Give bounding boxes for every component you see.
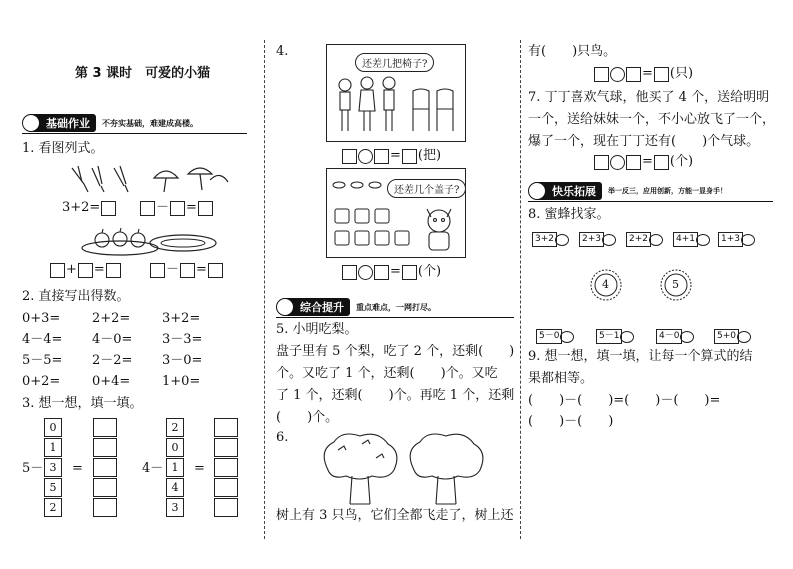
section-banner-fun — [528, 182, 773, 200]
umbrellas-closed-image — [68, 164, 138, 194]
q2-item: 2－2= — [92, 353, 133, 368]
answer-box[interactable] — [140, 201, 155, 216]
number-cell: 0 — [166, 438, 184, 457]
section-label: 基础作业 — [28, 114, 96, 132]
number-cell: 3 — [44, 458, 62, 477]
unit-label: (个) — [669, 154, 694, 169]
bee-card[interactable]: 2+2 — [626, 232, 663, 247]
section-label: 快乐拓展 — [534, 182, 602, 200]
bee-card[interactable]: 5－0 — [536, 329, 574, 344]
children-image — [333, 75, 403, 137]
answer-box[interactable] — [342, 265, 357, 280]
q2-item: 1+0= — [162, 374, 201, 389]
lids-image — [331, 175, 387, 191]
q5-line: ( )个。 — [276, 410, 339, 425]
bee-card[interactable]: 4－0 — [656, 329, 694, 344]
number-cell: 5 — [44, 478, 62, 497]
speech-bubble: 还差几个盖子? — [387, 179, 466, 198]
q5-line: 了 1 个，还剩( )个。再吃 1 个，还剩 — [276, 388, 515, 403]
q5-line: 个。又吃了 1 个，还剩( )个。又吃 — [276, 366, 498, 381]
q2-item: 4－0= — [92, 332, 133, 347]
number-cell: 2 — [166, 418, 184, 437]
number-cell: 1 — [166, 458, 184, 477]
answer-box[interactable] — [101, 201, 116, 216]
answer-box[interactable] — [342, 149, 357, 164]
number-cell: 1 — [44, 438, 62, 457]
q7-equation: = (个) — [594, 154, 693, 170]
answer-box[interactable] — [654, 67, 669, 82]
q3-label: 3. 想一想，填一填。 — [22, 396, 143, 411]
q2-item: 3－0= — [162, 353, 203, 368]
unit-label: (个) — [417, 264, 442, 279]
answer-box[interactable] — [594, 67, 609, 82]
q1-equation-3: + = — [50, 262, 121, 278]
bee-card[interactable]: 2+3 — [579, 232, 616, 247]
column-divider-2 — [520, 40, 521, 539]
number-cell: 0 — [44, 418, 62, 437]
q2-item: 3+2= — [162, 311, 201, 326]
q7-line: 一个，送给妹妹一个，不小心放飞了一个， — [528, 112, 776, 127]
q2-item: 5－5= — [22, 353, 63, 368]
q9-line: 9. 想一想，填一填，让每一个算式的结 — [528, 349, 753, 364]
bee-card[interactable]: 5+0 — [714, 329, 751, 344]
q6-line: 有( )只鸟。 — [528, 44, 617, 59]
section-banner-comprehensive — [276, 298, 514, 316]
q1-equation-2: － = — [140, 200, 213, 216]
answer-box[interactable] — [374, 265, 389, 280]
q2-item: 3－3= — [162, 332, 203, 347]
hive-number: 4 — [602, 278, 609, 291]
cat-image — [419, 203, 459, 253]
section-motto: 不夯实基础，难建成高楼。 — [102, 118, 198, 128]
answer-box[interactable] — [93, 478, 117, 497]
q9-line: ( )－( ) — [528, 414, 614, 429]
answer-box[interactable] — [626, 67, 641, 82]
empty-plate-image — [148, 232, 218, 254]
q1-label: 1. 看图列式。 — [22, 141, 104, 156]
answer-box[interactable] — [654, 155, 669, 170]
q2-item: 4－4= — [22, 332, 63, 347]
tree-empty-image — [404, 430, 488, 506]
column-divider-1 — [264, 40, 265, 539]
answer-box[interactable] — [214, 438, 238, 457]
q3-left-column — [44, 418, 62, 518]
q3-right-column — [166, 418, 184, 518]
unit-label: (把) — [417, 148, 442, 163]
section-label: 综合提升 — [282, 298, 350, 316]
answer-box[interactable] — [180, 263, 195, 278]
hive-number: 5 — [672, 278, 679, 291]
answer-box[interactable] — [93, 438, 117, 457]
answer-box[interactable] — [93, 418, 117, 437]
number-cell: 3 — [166, 498, 184, 517]
section-motto: 重点难点，一网打尽。 — [356, 302, 436, 312]
bee-card[interactable]: 4+1 — [673, 232, 710, 247]
q3-left-prefix: 5－ — [22, 461, 44, 476]
q3-right-answers — [214, 418, 238, 518]
q5-label: 5. 小明吃梨。 — [276, 322, 358, 337]
cups-image — [331, 205, 417, 253]
q8-label: 8. 蜜蜂找家。 — [528, 207, 610, 222]
bee-card[interactable]: 3+2 — [532, 232, 569, 247]
answer-box[interactable] — [93, 458, 117, 477]
q1-equation-1 — [62, 200, 116, 216]
q6-equation: = (只) — [594, 66, 693, 82]
operator-circle[interactable] — [358, 265, 373, 280]
answer-box[interactable] — [214, 498, 238, 517]
q9-line: ( )－( )=( )－( )= — [528, 393, 721, 408]
q6-line: 树上有 3 只鸟，它们全都飞走了，树上还 — [276, 508, 514, 523]
mascot-icon — [528, 182, 546, 200]
answer-box[interactable] — [402, 265, 417, 280]
q4-picture-cups — [326, 168, 466, 258]
q9-line: 果都相等。 — [528, 371, 594, 386]
q2-item: 0+4= — [92, 374, 131, 389]
bee-card[interactable]: 1+3 — [718, 232, 755, 247]
q4-picture-chairs — [326, 44, 466, 142]
answer-box[interactable] — [208, 263, 223, 278]
q2-item: 0+3= — [22, 311, 61, 326]
umbrellas-open-image — [150, 164, 230, 194]
answer-box[interactable] — [93, 498, 117, 517]
q2-label: 2. 直接写出得数。 — [22, 289, 130, 304]
tree-with-birds-image — [318, 430, 402, 506]
q3-left-answers — [93, 418, 117, 518]
answer-box[interactable] — [594, 155, 609, 170]
operator-circle[interactable] — [610, 155, 625, 170]
q6-label: 6. — [276, 430, 289, 445]
answer-box[interactable] — [214, 478, 238, 497]
answer-box[interactable] — [626, 155, 641, 170]
answer-box[interactable] — [214, 418, 238, 437]
bee-card[interactable]: 5－1 — [596, 329, 634, 344]
mascot-icon — [22, 114, 40, 132]
answer-box[interactable] — [214, 458, 238, 477]
number-cell: 2 — [44, 498, 62, 517]
answer-box[interactable] — [374, 149, 389, 164]
q2-item: 2+2= — [92, 311, 131, 326]
section-banner-basic — [22, 114, 247, 132]
page-title: 第 3 课时 可爱的小猫 — [75, 66, 211, 81]
q7-line: 7. 丁丁喜欢气球，他买了 4 个，送给明明 — [528, 90, 770, 105]
operator-circle[interactable] — [358, 149, 373, 164]
q1-equation-4: － = — [150, 262, 223, 278]
q4-label: 4. — [276, 44, 289, 59]
q7-line: 爆了一个，现在丁丁还有( )个气球。 — [528, 134, 760, 149]
answer-box[interactable] — [50, 263, 65, 278]
operator-circle[interactable] — [610, 67, 625, 82]
q1-eq1-text: 3+2= — [62, 200, 101, 215]
answer-box[interactable] — [78, 263, 93, 278]
answer-box[interactable] — [150, 263, 165, 278]
chairs-image — [409, 87, 461, 135]
q2-item: 0+2= — [22, 374, 61, 389]
unit-label: (只) — [669, 66, 694, 81]
q3-equals: = — [194, 461, 205, 476]
answer-box[interactable] — [106, 263, 121, 278]
q3-right-prefix: 4－ — [142, 461, 164, 476]
mascot-icon — [276, 298, 294, 316]
number-cell: 4 — [166, 478, 184, 497]
answer-box[interactable] — [170, 201, 185, 216]
speech-bubble: 还差几把椅子? — [355, 53, 434, 72]
section-motto: 举一反三，应用创新，方能一显身手！ — [608, 187, 727, 195]
answer-box[interactable] — [402, 149, 417, 164]
q5-line: 盘子里有 5 个梨，吃了 2 个，还剩( ) — [276, 344, 515, 359]
q4-equation-2: = (个) — [342, 264, 441, 280]
answer-box[interactable] — [198, 201, 213, 216]
q3-equals: = — [72, 461, 83, 476]
q4-equation-1: = (把) — [342, 148, 441, 164]
